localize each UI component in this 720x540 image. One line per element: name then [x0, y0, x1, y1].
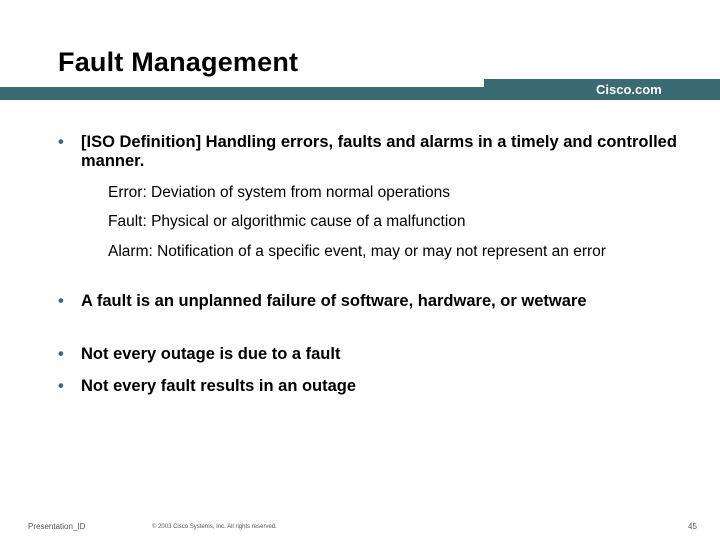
bullet-text: [ISO Definition] Handling errors, faults and alarms in a timely and controlled manner.	[81, 133, 677, 170]
bullet-marker: •	[58, 292, 64, 310]
bullet-item	[58, 133, 678, 171]
brand-label: Cisco.com	[596, 82, 662, 97]
bullet-item	[58, 377, 678, 396]
header-bar	[0, 87, 484, 100]
sub-item: Alarm: Notification of a specific event, may or may not represent an error	[108, 243, 606, 260]
sub-item: Error: Deviation of system from normal operations	[108, 184, 450, 201]
footer-copyright: © 2003 Cisco Systems, Inc. All rights reserved.	[152, 524, 277, 530]
bullet-marker: •	[58, 377, 64, 395]
sub-item: Fault: Physical or algorithmic cause of a malfunction	[108, 213, 466, 230]
footer-presentation-id: Presentation_ID	[28, 522, 86, 531]
bullet-item	[58, 292, 678, 311]
footer-page-number: 45	[688, 522, 697, 531]
slide-title: Fault Management	[58, 47, 299, 77]
bullet-text: Not every fault results in an outage	[81, 377, 357, 395]
bullet-marker: •	[58, 345, 64, 363]
bullet-marker: •	[58, 133, 64, 151]
bullet-text: Not every outage is due to a fault	[81, 345, 341, 363]
bullet-item	[58, 345, 678, 364]
bullet-text: A fault is an unplanned failure of software, hardware, or wetware	[81, 292, 587, 310]
